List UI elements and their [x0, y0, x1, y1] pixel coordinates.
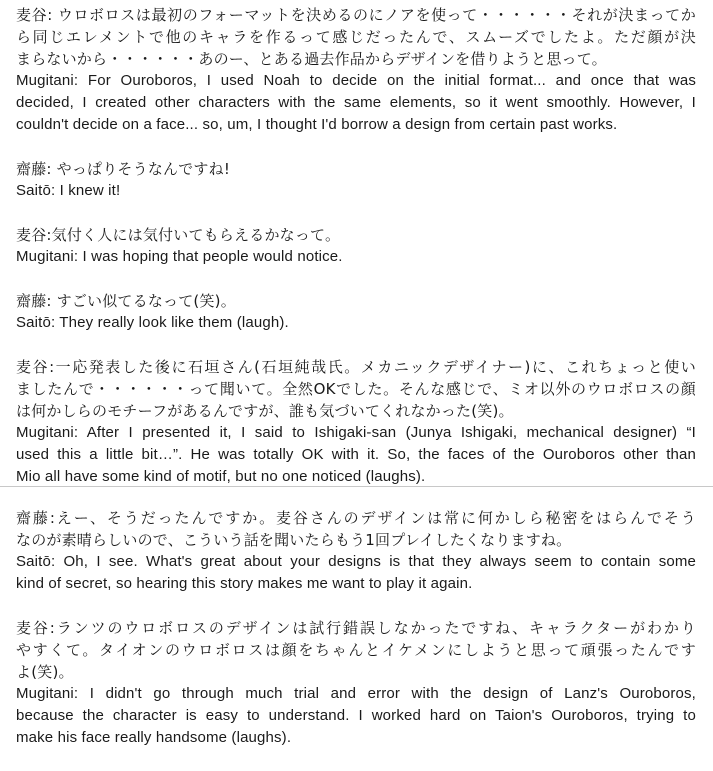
- english-line: used this a little bit…”. He was totally OK with it. So, the faces of the Ouroboros other than: [16, 446, 696, 463]
- english-line: decided, I created other characters with the same elements, so it went smoothly. However, I: [16, 94, 696, 111]
- english-line: kind of secret, so hearing this story makes me want to play it again.: [16, 575, 473, 592]
- dialogue-block: [16, 507, 696, 595]
- japanese-line: ましたんで・・・・・・って聞いて。全然OKでした。そんな感じで、ミオ以外のウロボロスの顔: [16, 380, 696, 398]
- english-line: Saitō: Oh, I see. What's great about your designs is that they always seem to contain some: [16, 553, 696, 570]
- english-line: Saitō: They really look like them (laugh).: [16, 314, 289, 331]
- dialogue-block: [16, 356, 696, 488]
- japanese-line: まらないから・・・・・・あのー、とある過去作品からデザインを借りようと思って。: [16, 50, 607, 68]
- japanese-line: 齋藤: すごい似てるなって(笑)。: [16, 292, 236, 310]
- dialogue-block: [16, 224, 696, 268]
- english-line: make his face really handsome (laughs).: [16, 729, 292, 746]
- japanese-line: 麦谷:ランツのウロボロスのデザインは試行錯誤しなかったですね、キャラクターがわかり: [16, 619, 696, 637]
- english-line: couldn't decide on a face... so, um, I thought I'd borrow a design from certain past works.: [16, 116, 618, 133]
- japanese-line: やすくて。タイオンのウロボロスは顔をちゃんとイケメンにしようと思って頑張ったんです: [16, 641, 696, 659]
- japanese-line: は何かしらのモチーフがあるんですが、誰も気づいてくれなかった(笑)。: [16, 402, 514, 420]
- japanese-line: 麦谷: ウロボロスは最初のフォーマットを決めるのにノアを使って・・・・・・それが決まってか: [16, 6, 696, 24]
- english-line: Mugitani: I was hoping that people would notice.: [16, 248, 343, 265]
- dialogue-block: [16, 4, 696, 136]
- dialogue-block: [16, 158, 696, 202]
- japanese-line: 齋藤: やっぱりそうなんですね!: [16, 160, 231, 178]
- japanese-line: 麦谷:気付く人には気付いてもらえるかなって。: [16, 226, 341, 244]
- english-line: Mugitani: I didn't go through much trial and error with the design of Lanz's Ouroboros,: [16, 685, 696, 702]
- dialogue-block: [16, 617, 696, 749]
- section-divider: [0, 486, 713, 487]
- interview-section-top: [16, 4, 696, 510]
- interview-section-bottom: [16, 507, 696, 771]
- dialogue-block: [16, 290, 696, 334]
- japanese-line: よ(笑)。: [16, 663, 74, 681]
- japanese-line: 麦谷:一応発表した後に石垣さん(石垣純哉氏。メカニックデザイナー)に、これちょっと使い: [16, 358, 696, 376]
- english-line: because the character is easy to understand. I worked hard on Taion's Ouroboros, trying to: [16, 707, 696, 724]
- english-line: Saitō: I knew it!: [16, 182, 121, 199]
- japanese-line: なのが素晴らしいので、こういう話を聞いたらもう1回プレイしたくなりますね。: [16, 531, 572, 549]
- japanese-line: 齋藤:えー、そうだったんですか。麦谷さんのデザインは常に何かしら秘密をはらんでそう: [16, 509, 696, 527]
- japanese-line: ら同じエレメントで他のキャラを作るって感じだったんで、スムーズでしたよ。ただ顔が決: [16, 28, 696, 46]
- english-line: Mugitani: After I presented it, I said to Ishigaki-san (Junya Ishigaki, mechanical designer) “I: [16, 424, 696, 441]
- english-line: Mio all have some kind of motif, but no one noticed (laughs).: [16, 468, 426, 485]
- english-line: Mugitani: For Ouroboros, I used Noah to decide on the initial format... and once that was: [16, 72, 696, 89]
